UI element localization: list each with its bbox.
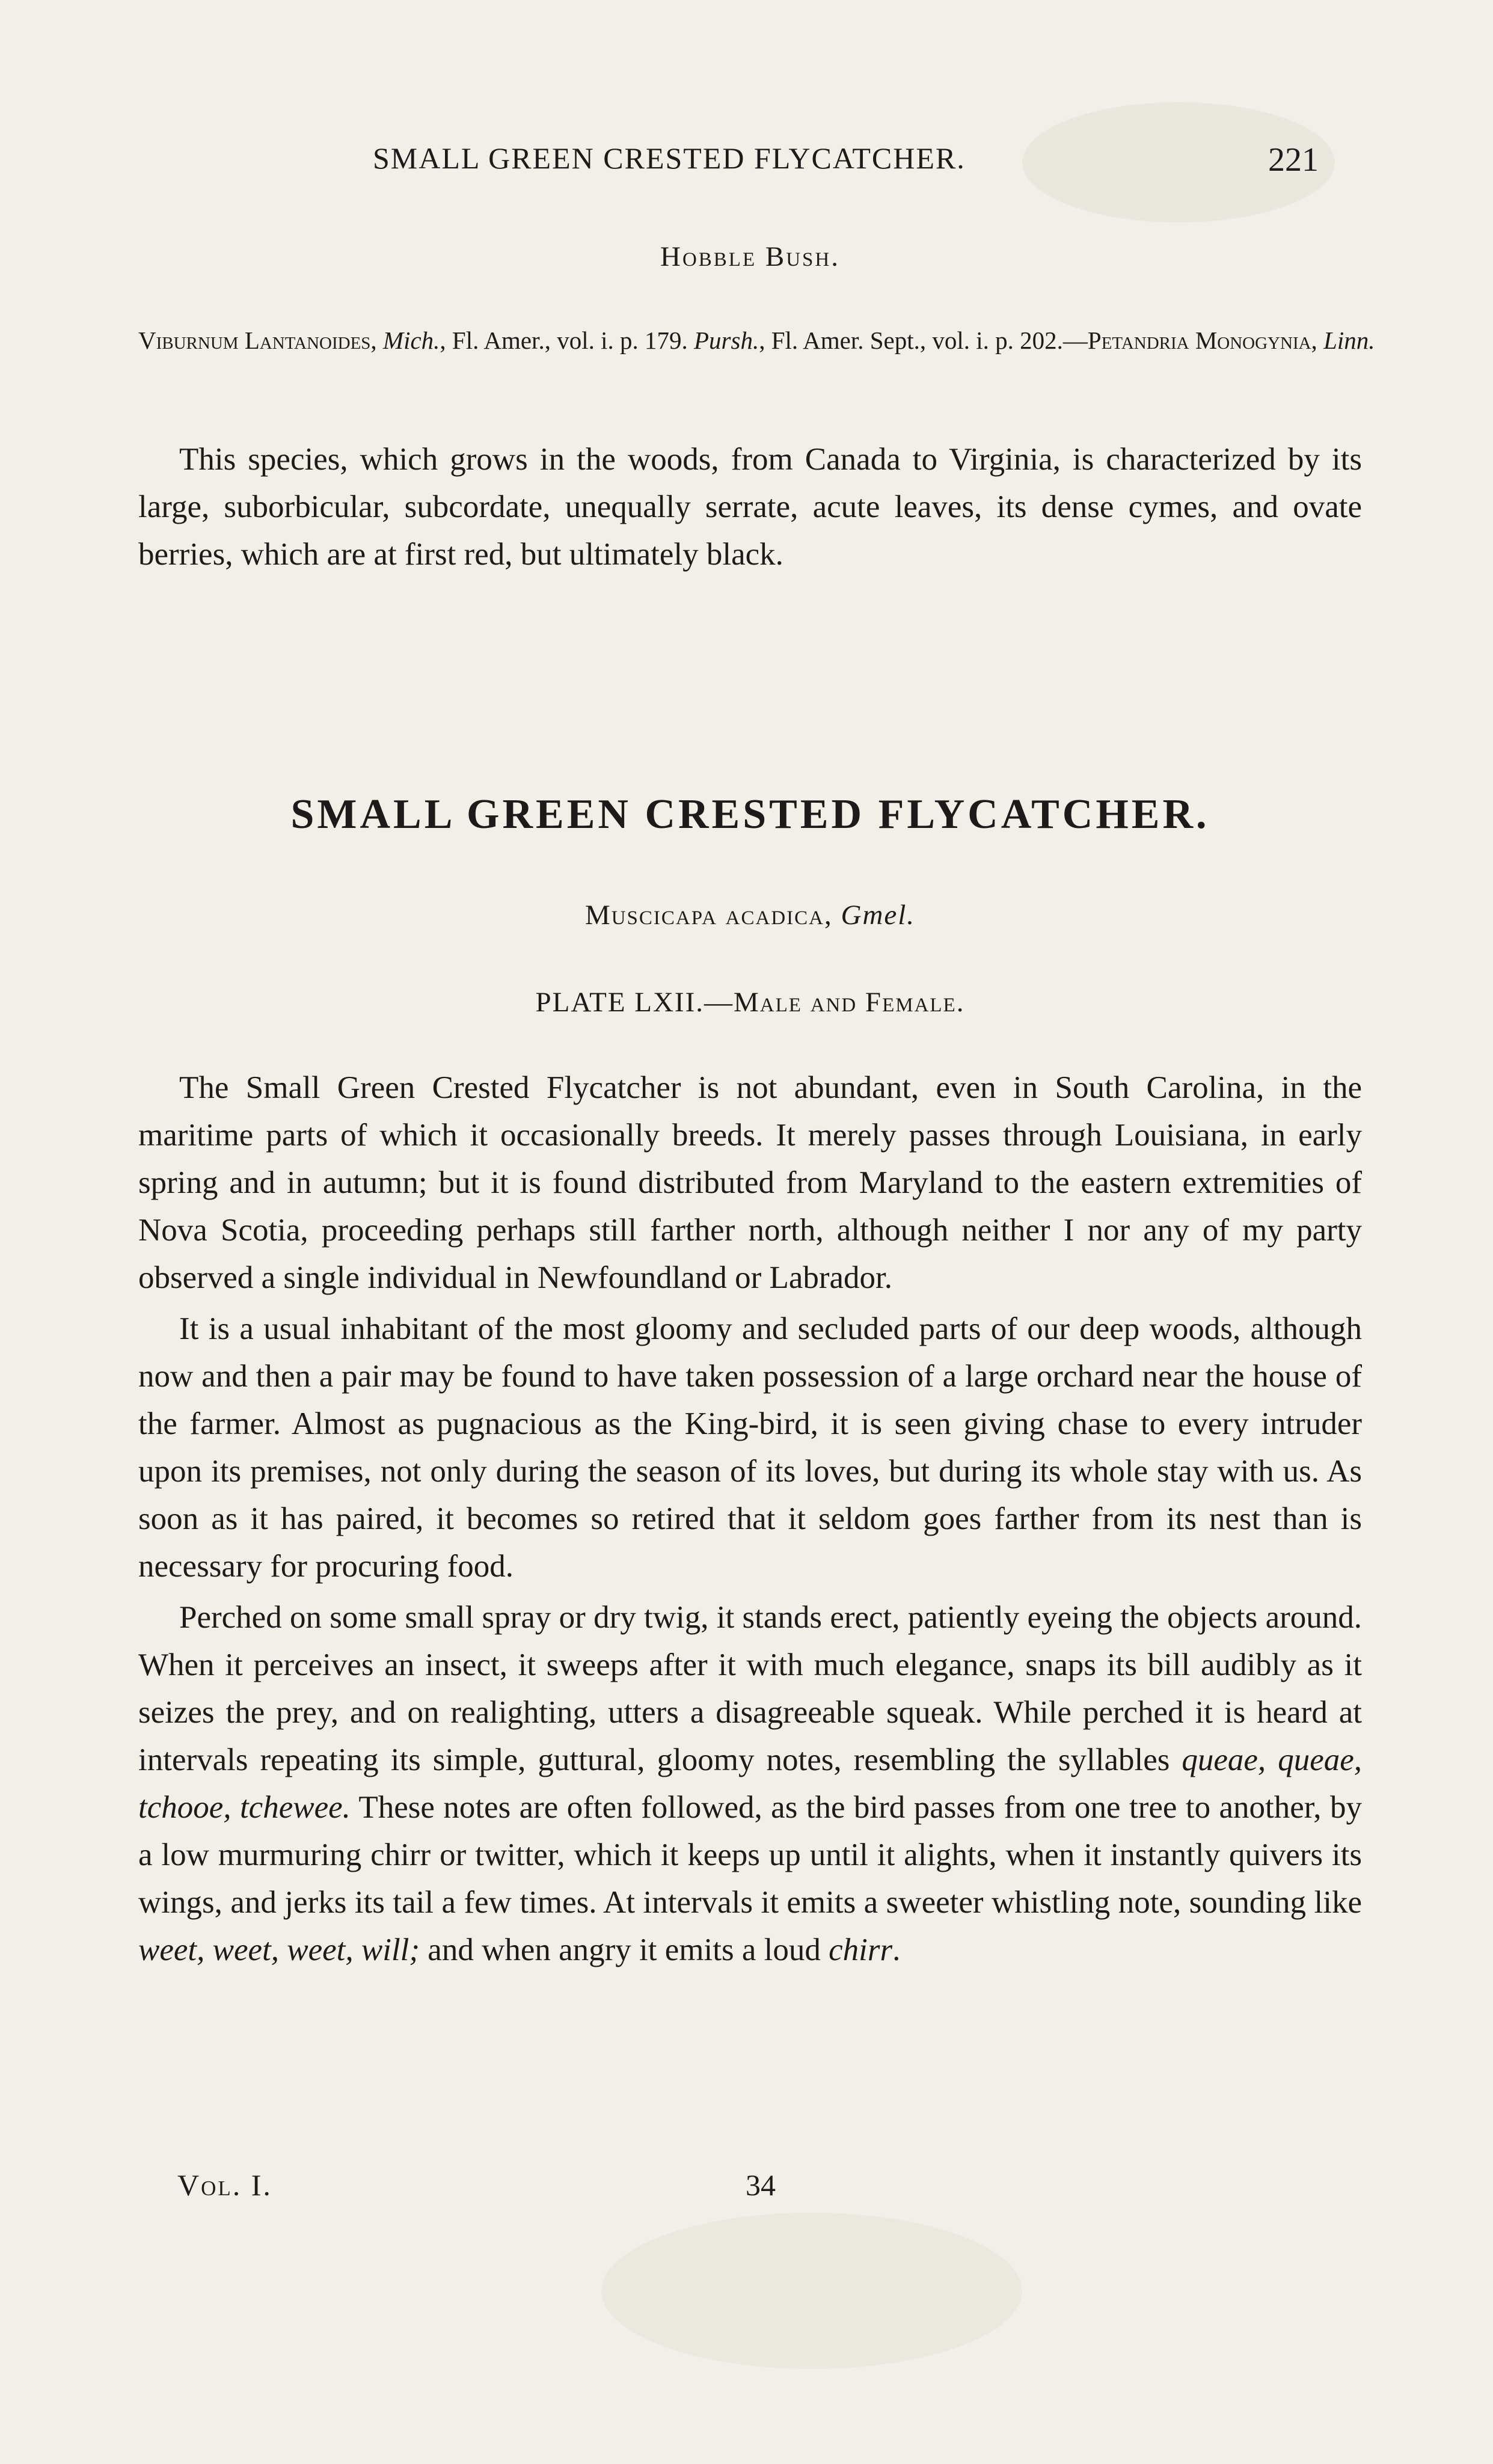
plant-description [138, 436, 1362, 578]
paragraph: This species, which grows in the woods, from Canada to Virginia, is characterized by its large, suborbicular, subcordate, unequally serrate, acute leaves, its dense cymes, and ovate berries, which are at first red, but ultimately black. [138, 442, 1362, 572]
citation-genus: Viburnum Lantanoides, [138, 326, 383, 354]
species-name: Muscicapa acadica, [584, 899, 841, 931]
text-run: . [892, 1932, 901, 1967]
paragraph: The Small Green Crested Flycatcher is not abundant, even in South Carolina, in the maritime parts of which it occasionally breeds. It merely passes through Louisiana, in early spring and in autumn; but it is found distributed from Maryland to the eastern extremities of Nova Scotia, proceeding perhaps still farther north, although neither I nor any of my party observed a single individual in Newfoundland or Labrador. [138, 1070, 1362, 1295]
text-run: and when angry it emits a loud [420, 1932, 829, 1967]
text-run: These notes are often followed, as the bird passes from one tree to another, by a low murmuring chirr or twitter, which it keeps up until it alights, when it instantly quivers its wings, and jerks its tail a few times. At intervals it emits a sweeter whistling note, sounding like [138, 1790, 1362, 1920]
citation-author: Mich. [382, 326, 440, 354]
page-footer [0, 2168, 1493, 2216]
article-body [138, 1064, 1362, 1974]
plant-citation [138, 322, 1393, 360]
paragraph: It is a usual inhabitant of the most gloomy and secluded parts of our deep woods, although now and then a pair may be found to have taken possession of a large orchard near the house of the farmer. Almost as pugnacious as the King-bird, it is seen giving chase to every intruder upon its premises, not only during the season of its loves, but during its whole stay with us. As soon as it has paired, it becomes so retired that it seldom goes farther from its nest than is necessary for procuring food. [138, 1311, 1362, 1584]
citation-author: Pursh. [693, 326, 759, 354]
paragraph [138, 1594, 1362, 1974]
citation-reference: , Fl. Amer., vol. i. p. 179. [440, 326, 694, 354]
citation-author: Linn. [1323, 326, 1375, 354]
signature-mark: 34 [746, 2168, 776, 2202]
citation-reference: , Fl. Amer. Sept., vol. i. p. 202.— [759, 326, 1088, 354]
citation-class: Petandria Monogynia, [1087, 326, 1324, 354]
article-title: SMALL GREEN CRESTED FLYCATCHER. [290, 791, 1210, 838]
song-syllables: queae, queae, tchooe, tchewee. [138, 1742, 1362, 1825]
species-line [138, 899, 1362, 931]
volume-label: Vol. I. [177, 2168, 272, 2202]
running-head [0, 141, 1493, 189]
plant-name: Hobble Bush. [660, 241, 840, 272]
page-number: 221 [1268, 141, 1319, 179]
species-author: Gmel. [841, 899, 916, 931]
plate-label: PLATE LXII.— [535, 987, 734, 1018]
running-title: SMALL GREEN CRESTED FLYCATCHER. [373, 141, 966, 175]
song-syllables: weet, weet, weet, will; [138, 1932, 420, 1967]
plate-sex: Male and Female. [734, 987, 965, 1018]
song-syllables: chirr [829, 1932, 893, 1967]
plate-line [138, 986, 1362, 1019]
text-run: Perched on some small spray or dry twig, it stands erect, patiently eyeing the objects around. When it perceives an insect, it sweeps after it with much elegance, snaps its bill audibly as it seizes the prey, and on realighting, utters a disagreeable squeak. While perched it is heard at intervals repeating its simple, guttural, gloomy notes, resembling the syllables [138, 1600, 1362, 1777]
paper-stain [601, 2213, 1022, 2369]
